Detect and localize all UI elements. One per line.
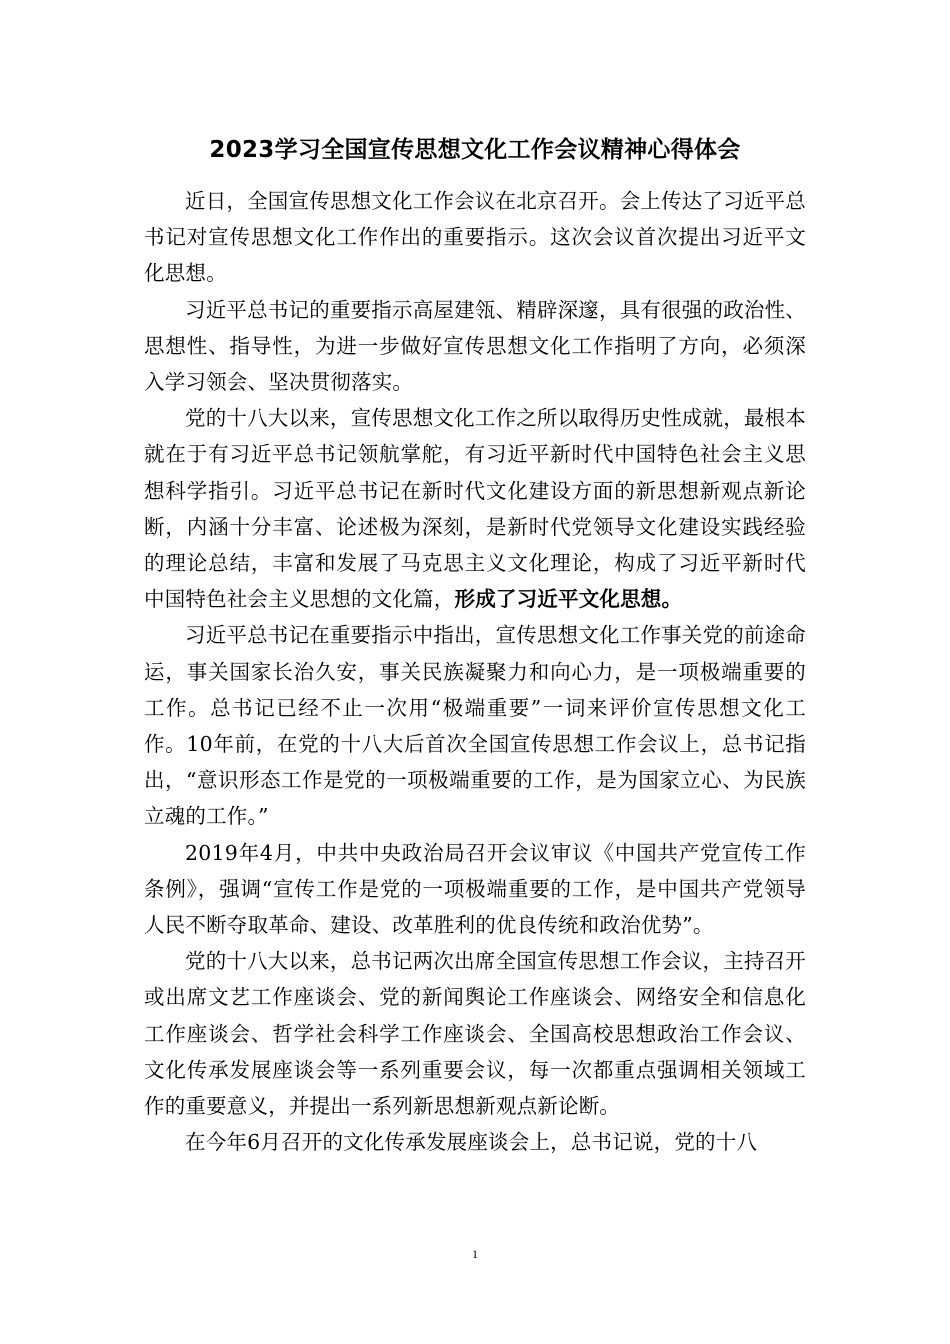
- paragraph-6: [144, 943, 806, 1124]
- paragraph-text: 2019年4月，中共中央政治局召开会议审议《中国共产党宣传工作条例》，强调“宣传工作是党的一项极端重要的工作，是中国共产党领导人民不断夺取革命、建设、改革胜利的优良传统和政治优势”。: [144, 840, 806, 938]
- paragraph-1: [144, 183, 806, 292]
- document-title: 2023学习全国宣传思想文化工作会议精神心得体会: [209, 137, 741, 163]
- paragraph-text: 习近平总书记的重要指示高屋建瓴、精辟深邃，具有很强的政治性、思想性、指导性，为进一步做好宣传思想文化工作指明了方向，必须深入学习领会、坚决贯彻落实。: [144, 297, 806, 395]
- paragraph-4: [144, 617, 806, 834]
- paragraph-text: 党的十八大以来，总书记两次出席全国宣传思想工作会议，主持召开或出席文艺工作座谈会、党的新闻舆论工作座谈会、网络安全和信息化工作座谈会、哲学社会科学工作座谈会、全国高校思想政治工作会议、文化传承发展座谈会等一系列重要会议，每一次都重点强调相关领域工作的重要意义，并提出一系列新思想新观点新论断。: [144, 949, 806, 1119]
- paragraph-text: 习近平总书记在重要指示中指出，宣传思想文化工作事关党的前途命运，事关国家长治久安，事关民族凝聚力和向心力，是一项极端重要的工作。总书记已经不止一次用“极端重要”一词来评价宣传思想文化工作。10年前，在党的十八大后首次全国宣传思想工作会议上，总书记指出，“意识形态工作是党的一项极端重要的工作，是为国家立心、为民族立魂的工作。”: [144, 623, 806, 829]
- document-body: [144, 183, 806, 1160]
- paragraph-2: [144, 292, 806, 401]
- paragraph-text: 近日，全国宣传思想文化工作会议在北京召开。会上传达了习近平总书记对宣传思想文化工作作出的重要指示。这次会议首次提出习近平文化思想。: [144, 189, 806, 286]
- paragraph-3: [144, 400, 806, 617]
- paragraph-7: [144, 1124, 806, 1160]
- page-number: 1: [472, 1247, 478, 1261]
- paragraph-text: 在今年6月召开的文化传承发展座谈会上，总书记说，党的十八: [185, 1130, 758, 1155]
- paragraph-5: [144, 835, 806, 944]
- paragraph-text: 党的十八大以来，宣传思想文化工作之所以取得历史性成就，最根本就在于有习近平总书记领航掌舵，有习近平新时代中国特色社会主义思想科学指引。习近平总书记在新时代文化建设方面的新思想新观点新论断，内涵十分丰富、论述极为深刻，是新时代党领导文化建设实践经验的理论总结，丰富和发展了马克思主义文化理论，构成了习近平新时代中国特色社会主义思想的文化篇，: [144, 406, 806, 612]
- paragraph-bold-text: 形成了习近平文化思想。: [454, 587, 683, 612]
